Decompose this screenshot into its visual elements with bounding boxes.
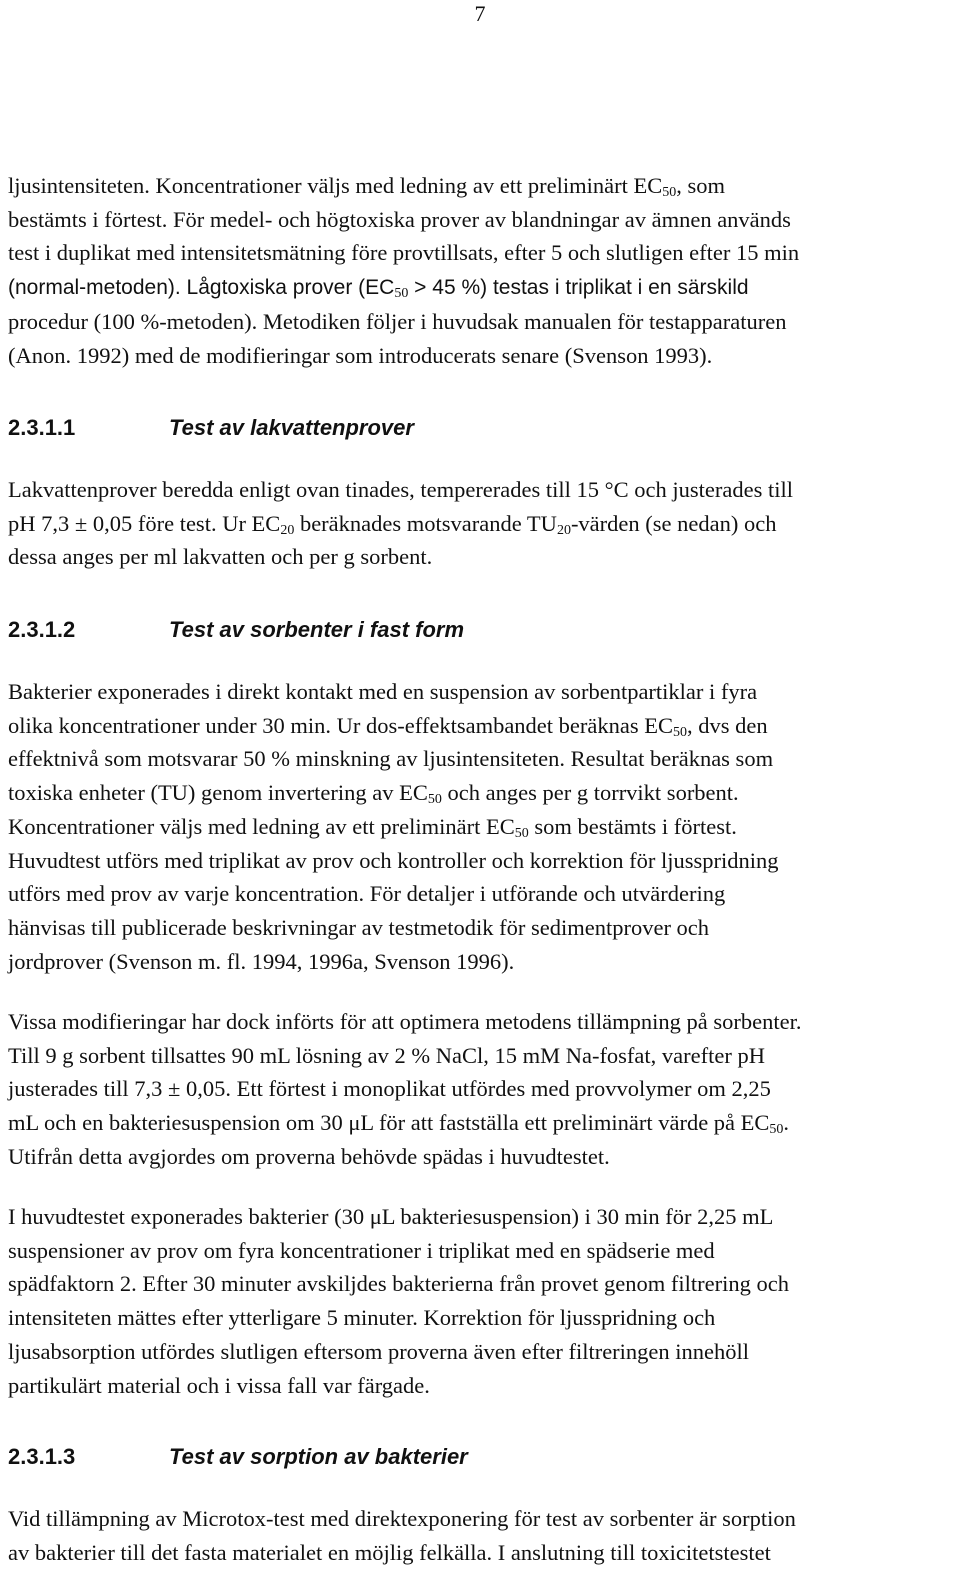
text-line: (normal-metoden). Lågtoxiska prover ($EC_{50} > 45$ %) testas i triplikat i en särskild	[8, 276, 749, 302]
paragraph-intro	[8, 169, 958, 372]
section-title: Test av lakvattenprover	[169, 415, 414, 440]
section-number: 2.3.1.2	[8, 617, 76, 642]
text-line: jordprover (Svenson m. fl. 1994, 1996a, Svenson 1996).	[8, 948, 515, 974]
text-line: toxiska enheter (TU) genom invertering av $EC_{50}$ och anges per g torrvikt sorbent.	[8, 780, 739, 808]
text-line: hänvisas till publicerade beskrivningar av testmetodik för sedimentprover och	[8, 914, 710, 940]
text-line: Bakterier exponerades i direkt kontakt med en suspension av sorbentpartiklar i fyra	[8, 679, 758, 704]
paragraph-sorption	[8, 1502, 958, 1569]
text-line: mL och en bakteriesuspension om 30 μL för att fastställa ett preliminärt värde på $EC_{50}$.	[8, 1110, 790, 1138]
text-line: bestämts i förtest. För medel- och högtoxiska prover av blandningar av ämnen används	[8, 206, 791, 232]
text-line: utförs med prov av varje koncentration. För detaljer i utförande och utvärdering	[8, 881, 726, 907]
paragraph-main-test	[8, 1200, 958, 1402]
text-line: spädfaktorn 2. Efter 30 minuter avskiljdes bakterierna från provet genom filtrering och	[8, 1271, 789, 1297]
paragraph-leachate	[8, 473, 958, 574]
text-line: justerades till 7,3 ± 0,05. Ett förtest i monoplikat utfördes med provvolymer om 2,25	[8, 1076, 771, 1102]
text-line: Vid tillämpning av Microtox-test med direktexponering för test av sorbenter är sorption	[8, 1506, 796, 1531]
text-line: suspensioner av prov om fyra koncentrationer i triplikat med en spädserie med	[8, 1237, 715, 1263]
section-number: 2.3.1.1	[8, 415, 76, 440]
text-line: Utifrån detta avgjordes om proverna behövde spädas i huvudtestet.	[8, 1143, 610, 1169]
text-line: pH 7,3 ± 0,05 före test. Ur $EC_{20}$ beräknades motsvarande $TU_{20}$-värden (se nedan) och	[8, 510, 777, 538]
text-line: olika koncentrationer under 30 min. Ur dos-effektsambandet beräknas $EC_{50}$, dvs den	[8, 712, 768, 740]
text-line: procedur (100 %-metoden). Metodiken följer i huvudsak manualen för testapparaturen	[8, 308, 787, 334]
text-line: effektnivå som motsvarar 50 % minskning av ljusintensiteten. Resultat beräknas som	[8, 746, 774, 772]
section-heading	[8, 616, 958, 644]
section-title: Test av sorbenter i fast form	[169, 617, 465, 642]
paragraph-modifications	[8, 1005, 958, 1174]
section-title: Test av sorption av bakterier	[169, 1444, 468, 1469]
page-number: 7	[474, 1, 486, 26]
text-line: Koncentrationer väljs med ledning av ett preliminärt $EC_{50}$ som bestämts i förtest.	[8, 813, 737, 841]
text-line: I huvudtestet exponerades bakterier (30 μL bakteriesuspension) i 30 min för 2,25 mL	[8, 1204, 774, 1229]
text-line: dessa anges per ml lakvatten och per g sorbent.	[8, 544, 433, 570]
text-line: Vissa modifieringar har dock införts för att optimera metodens tillämpning på sorbenter.	[8, 1009, 802, 1034]
text-line: partikulärt material och i vissa fall var färgade.	[8, 1372, 430, 1398]
section-heading	[8, 1443, 958, 1471]
text-line: ljusabsorption utfördes slutligen eftersom proverna även efter filtreringen innehöll	[8, 1338, 750, 1364]
section-heading	[8, 414, 958, 442]
text-line: (Anon. 1992) med de modifieringar som introducerats senare (Svenson 1993).	[8, 342, 713, 368]
text-line: av bakterier till det fasta materialet en möjlig felkälla. I anslutning till toxicitetstestet	[8, 1539, 771, 1565]
text-line: ljusintensiteten. Koncentrationer väljs med ledning av ett preliminärt $EC_{50}$, som	[8, 173, 725, 200]
text-line: Huvudtest utförs med triplikat av prov och kontroller och korrektion för ljusspridning	[8, 847, 779, 873]
text-line: Lakvattenprover beredda enligt ovan tinades, tempererades till 15 °C och justerades till	[8, 477, 793, 502]
text-line: Till 9 g sorbent tillsattes 90 mL lösning av 2 % NaCl, 15 mM Na-fosfat, varefter pH	[8, 1042, 765, 1068]
section-number: 2.3.1.3	[8, 1444, 76, 1469]
text-line: test i duplikat med intensitetsmätning före provtillsats, efter 5 och slutligen efter 15 min	[8, 240, 800, 266]
text-line: intensiteten mättes efter ytterligare 5 minuter. Korrektion för ljusspridning och	[8, 1305, 716, 1331]
paragraph-sorbents	[8, 675, 958, 978]
